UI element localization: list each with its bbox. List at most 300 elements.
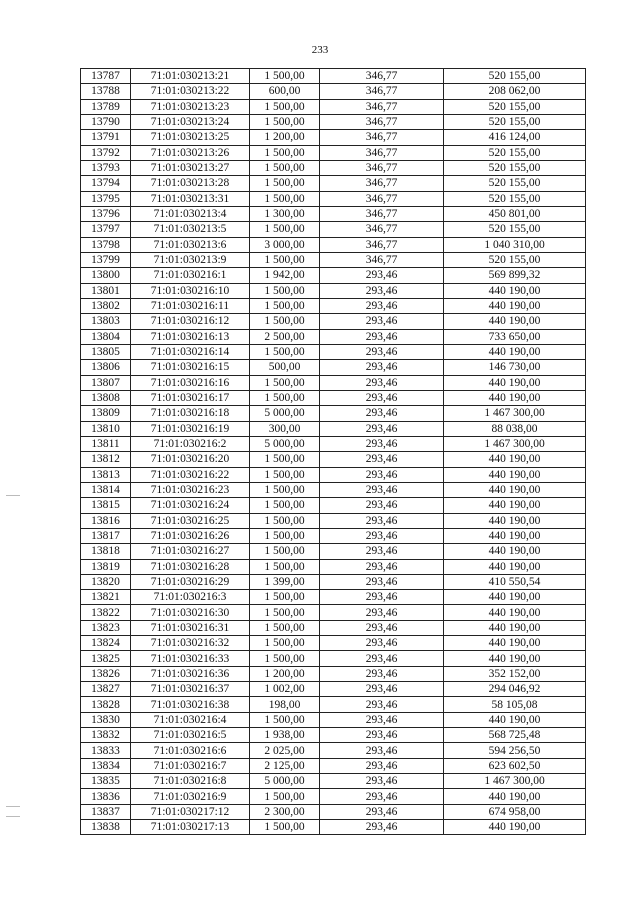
row-number-cell: 13826 xyxy=(81,666,131,681)
area-cell: 1 500,00 xyxy=(250,344,320,359)
table-row xyxy=(81,636,586,651)
table-row xyxy=(81,743,586,758)
table-row xyxy=(81,130,586,145)
rate-cell: 346,77 xyxy=(320,252,444,267)
rate-cell: 293,46 xyxy=(320,344,444,359)
row-number-cell: 13787 xyxy=(81,69,131,84)
cadastral-number-cell: 71:01:030216:32 xyxy=(131,636,250,651)
row-number-cell: 13791 xyxy=(81,130,131,145)
value-cell: 440 190,00 xyxy=(444,314,586,329)
value-cell: 440 190,00 xyxy=(444,636,586,651)
table-row xyxy=(81,344,586,359)
value-cell: 440 190,00 xyxy=(444,789,586,804)
cadastral-number-cell: 71:01:030213:31 xyxy=(131,191,250,206)
cadastral-number-cell: 71:01:030216:6 xyxy=(131,743,250,758)
value-cell: 440 190,00 xyxy=(444,452,586,467)
cadastral-number-cell: 71:01:030216:36 xyxy=(131,666,250,681)
rate-cell: 293,46 xyxy=(320,544,444,559)
rate-cell: 293,46 xyxy=(320,774,444,789)
row-number-cell: 13801 xyxy=(81,283,131,298)
cadastral-number-cell: 71:01:030216:29 xyxy=(131,574,250,589)
rate-cell: 293,46 xyxy=(320,329,444,344)
value-cell: 440 190,00 xyxy=(444,544,586,559)
cadastral-number-cell: 71:01:030216:10 xyxy=(131,283,250,298)
value-cell: 520 155,00 xyxy=(444,69,586,84)
rate-cell: 293,46 xyxy=(320,666,444,681)
cadastral-number-cell: 71:01:030216:23 xyxy=(131,482,250,497)
rate-cell: 293,46 xyxy=(320,559,444,574)
rate-cell: 293,46 xyxy=(320,498,444,513)
value-cell: 594 256,50 xyxy=(444,743,586,758)
table-row xyxy=(81,666,586,681)
area-cell: 1 002,00 xyxy=(250,682,320,697)
table-row xyxy=(81,605,586,620)
row-number-cell: 13800 xyxy=(81,268,131,283)
rate-cell: 293,46 xyxy=(320,712,444,727)
table-row xyxy=(81,789,586,804)
area-cell: 5 000,00 xyxy=(250,406,320,421)
area-cell: 1 500,00 xyxy=(250,314,320,329)
value-cell: 520 155,00 xyxy=(444,252,586,267)
rate-cell: 293,46 xyxy=(320,298,444,313)
table-row xyxy=(81,620,586,635)
cadastral-number-cell: 71:01:030216:33 xyxy=(131,651,250,666)
value-cell: 1 467 300,00 xyxy=(444,774,586,789)
value-cell: 440 190,00 xyxy=(444,590,586,605)
row-number-cell: 13825 xyxy=(81,651,131,666)
rate-cell: 293,46 xyxy=(320,697,444,712)
table-row xyxy=(81,697,586,712)
row-number-cell: 13809 xyxy=(81,406,131,421)
cadastral-number-cell: 71:01:030213:28 xyxy=(131,176,250,191)
table-row xyxy=(81,774,586,789)
rate-cell: 293,46 xyxy=(320,283,444,298)
value-cell: 440 190,00 xyxy=(444,375,586,390)
table-row xyxy=(81,682,586,697)
rate-cell: 346,77 xyxy=(320,222,444,237)
cadastral-number-cell: 71:01:030216:25 xyxy=(131,513,250,528)
area-cell: 1 200,00 xyxy=(250,130,320,145)
table-row xyxy=(81,176,586,191)
rate-cell: 346,77 xyxy=(320,130,444,145)
row-number-cell: 13828 xyxy=(81,697,131,712)
row-number-cell: 13810 xyxy=(81,421,131,436)
value-cell: 440 190,00 xyxy=(444,283,586,298)
row-number-cell: 13805 xyxy=(81,344,131,359)
cadastral-number-cell: 71:01:030216:31 xyxy=(131,620,250,635)
table-row xyxy=(81,651,586,666)
cadastral-number-cell: 71:01:030216:19 xyxy=(131,421,250,436)
rate-cell: 293,46 xyxy=(320,421,444,436)
value-cell: 440 190,00 xyxy=(444,528,586,543)
area-cell: 2 025,00 xyxy=(250,743,320,758)
row-number-cell: 13836 xyxy=(81,789,131,804)
area-cell: 1 942,00 xyxy=(250,268,320,283)
value-cell: 440 190,00 xyxy=(444,605,586,620)
cadastral-number-cell: 71:01:030213:5 xyxy=(131,222,250,237)
table-row xyxy=(81,452,586,467)
area-cell: 2 125,00 xyxy=(250,758,320,773)
value-cell: 623 602,50 xyxy=(444,758,586,773)
area-cell: 1 500,00 xyxy=(250,636,320,651)
row-number-cell: 13819 xyxy=(81,559,131,574)
row-number-cell: 13812 xyxy=(81,452,131,467)
value-cell: 1 040 310,00 xyxy=(444,237,586,252)
rate-cell: 293,46 xyxy=(320,605,444,620)
value-cell: 674 958,00 xyxy=(444,804,586,819)
table-row xyxy=(81,820,586,835)
rate-cell: 293,46 xyxy=(320,436,444,451)
area-cell: 1 500,00 xyxy=(250,712,320,727)
scan-edge-mark xyxy=(6,495,20,496)
value-cell: 440 190,00 xyxy=(444,651,586,666)
area-cell: 1 500,00 xyxy=(250,252,320,267)
rate-cell: 293,46 xyxy=(320,268,444,283)
rate-cell: 293,46 xyxy=(320,375,444,390)
rate-cell: 293,46 xyxy=(320,636,444,651)
value-cell: 440 190,00 xyxy=(444,620,586,635)
table-row xyxy=(81,436,586,451)
row-number-cell: 13827 xyxy=(81,682,131,697)
row-number-cell: 13811 xyxy=(81,436,131,451)
area-cell: 1 500,00 xyxy=(250,176,320,191)
table-row xyxy=(81,513,586,528)
rate-cell: 293,46 xyxy=(320,390,444,405)
area-cell: 1 500,00 xyxy=(250,789,320,804)
value-cell: 208 062,00 xyxy=(444,84,586,99)
rate-cell: 293,46 xyxy=(320,528,444,543)
row-number-cell: 13834 xyxy=(81,758,131,773)
row-number-cell: 13807 xyxy=(81,375,131,390)
area-cell: 1 500,00 xyxy=(250,69,320,84)
table-row xyxy=(81,99,586,114)
area-cell: 1 500,00 xyxy=(250,191,320,206)
table-row xyxy=(81,758,586,773)
cadastral-number-cell: 71:01:030213:9 xyxy=(131,252,250,267)
value-cell: 410 550,54 xyxy=(444,574,586,589)
value-cell: 416 124,00 xyxy=(444,130,586,145)
value-cell: 733 650,00 xyxy=(444,329,586,344)
area-cell: 1 500,00 xyxy=(250,544,320,559)
value-cell: 520 155,00 xyxy=(444,191,586,206)
cadastral-number-cell: 71:01:030216:27 xyxy=(131,544,250,559)
row-number-cell: 13788 xyxy=(81,84,131,99)
rate-cell: 293,46 xyxy=(320,513,444,528)
table-row xyxy=(81,390,586,405)
rate-cell: 293,46 xyxy=(320,574,444,589)
area-cell: 1 500,00 xyxy=(250,605,320,620)
area-cell: 3 000,00 xyxy=(250,237,320,252)
cadastral-number-cell: 71:01:030216:13 xyxy=(131,329,250,344)
rate-cell: 346,77 xyxy=(320,114,444,129)
value-cell: 440 190,00 xyxy=(444,712,586,727)
area-cell: 1 500,00 xyxy=(250,482,320,497)
table-row xyxy=(81,498,586,513)
row-number-cell: 13817 xyxy=(81,528,131,543)
area-cell: 1 500,00 xyxy=(250,528,320,543)
area-cell: 600,00 xyxy=(250,84,320,99)
rate-cell: 293,46 xyxy=(320,743,444,758)
row-number-cell: 13789 xyxy=(81,99,131,114)
value-cell: 294 046,92 xyxy=(444,682,586,697)
rate-cell: 293,46 xyxy=(320,804,444,819)
row-number-cell: 13830 xyxy=(81,712,131,727)
table-row xyxy=(81,421,586,436)
row-number-cell: 13820 xyxy=(81,574,131,589)
rate-cell: 293,46 xyxy=(320,452,444,467)
table-row xyxy=(81,298,586,313)
row-number-cell: 13793 xyxy=(81,160,131,175)
cadastral-number-cell: 71:01:030216:5 xyxy=(131,728,250,743)
row-number-cell: 13835 xyxy=(81,774,131,789)
area-cell: 1 500,00 xyxy=(250,283,320,298)
area-cell: 1 500,00 xyxy=(250,99,320,114)
table-row xyxy=(81,314,586,329)
value-cell: 440 190,00 xyxy=(444,559,586,574)
row-number-cell: 13822 xyxy=(81,605,131,620)
cadastral-number-cell: 71:01:030213:26 xyxy=(131,145,250,160)
table-row xyxy=(81,528,586,543)
value-cell: 520 155,00 xyxy=(444,114,586,129)
row-number-cell: 13814 xyxy=(81,482,131,497)
value-cell: 88 038,00 xyxy=(444,421,586,436)
row-number-cell: 13790 xyxy=(81,114,131,129)
area-cell: 1 500,00 xyxy=(250,114,320,129)
rate-cell: 346,77 xyxy=(320,160,444,175)
rate-cell: 346,77 xyxy=(320,237,444,252)
value-cell: 520 155,00 xyxy=(444,222,586,237)
value-cell: 440 190,00 xyxy=(444,344,586,359)
cadastral-number-cell: 71:01:030216:16 xyxy=(131,375,250,390)
area-cell: 1 200,00 xyxy=(250,666,320,681)
area-cell: 1 500,00 xyxy=(250,298,320,313)
area-cell: 1 938,00 xyxy=(250,728,320,743)
table-row xyxy=(81,268,586,283)
area-cell: 1 500,00 xyxy=(250,390,320,405)
table-row xyxy=(81,114,586,129)
page-number: 233 xyxy=(311,44,329,56)
value-cell: 440 190,00 xyxy=(444,298,586,313)
cadastral-number-cell: 71:01:030216:7 xyxy=(131,758,250,773)
row-number-cell: 13821 xyxy=(81,590,131,605)
value-cell: 440 190,00 xyxy=(444,467,586,482)
cadastral-number-cell: 71:01:030216:9 xyxy=(131,789,250,804)
table-row xyxy=(81,728,586,743)
row-number-cell: 13815 xyxy=(81,498,131,513)
rate-cell: 346,77 xyxy=(320,176,444,191)
row-number-cell: 13799 xyxy=(81,252,131,267)
row-number-cell: 13798 xyxy=(81,237,131,252)
area-cell: 1 500,00 xyxy=(250,498,320,513)
row-number-cell: 13806 xyxy=(81,360,131,375)
cadastral-number-cell: 71:01:030213:21 xyxy=(131,69,250,84)
row-number-cell: 13795 xyxy=(81,191,131,206)
table-row xyxy=(81,375,586,390)
value-cell: 440 190,00 xyxy=(444,498,586,513)
rate-cell: 346,77 xyxy=(320,99,444,114)
cadastral-number-cell: 71:01:030216:20 xyxy=(131,452,250,467)
value-cell: 450 801,00 xyxy=(444,206,586,221)
cadastral-number-cell: 71:01:030216:3 xyxy=(131,590,250,605)
area-cell: 1 500,00 xyxy=(250,559,320,574)
parcel-table xyxy=(80,68,586,835)
cadastral-number-cell: 71:01:030217:13 xyxy=(131,820,250,835)
value-cell: 440 190,00 xyxy=(444,820,586,835)
cadastral-number-cell: 71:01:030213:22 xyxy=(131,84,250,99)
table-row xyxy=(81,206,586,221)
scan-edge-mark xyxy=(6,816,20,817)
row-number-cell: 13808 xyxy=(81,390,131,405)
area-cell: 198,00 xyxy=(250,697,320,712)
rate-cell: 293,46 xyxy=(320,482,444,497)
area-cell: 1 399,00 xyxy=(250,574,320,589)
rate-cell: 293,46 xyxy=(320,728,444,743)
area-cell: 5 000,00 xyxy=(250,436,320,451)
value-cell: 58 105,08 xyxy=(444,697,586,712)
cadastral-number-cell: 71:01:030217:12 xyxy=(131,804,250,819)
area-cell: 1 500,00 xyxy=(250,160,320,175)
rate-cell: 293,46 xyxy=(320,682,444,697)
rate-cell: 346,77 xyxy=(320,145,444,160)
table-row xyxy=(81,804,586,819)
rate-cell: 293,46 xyxy=(320,758,444,773)
rate-cell: 293,46 xyxy=(320,651,444,666)
cadastral-number-cell: 71:01:030213:25 xyxy=(131,130,250,145)
cadastral-number-cell: 71:01:030216:30 xyxy=(131,605,250,620)
area-cell: 1 500,00 xyxy=(250,590,320,605)
rate-cell: 346,77 xyxy=(320,69,444,84)
table-row xyxy=(81,145,586,160)
cadastral-number-cell: 71:01:030216:4 xyxy=(131,712,250,727)
area-cell: 1 500,00 xyxy=(250,513,320,528)
table-row xyxy=(81,712,586,727)
area-cell: 1 500,00 xyxy=(250,467,320,482)
table-row xyxy=(81,559,586,574)
row-number-cell: 13833 xyxy=(81,743,131,758)
area-cell: 1 500,00 xyxy=(250,452,320,467)
value-cell: 568 725,48 xyxy=(444,728,586,743)
cadastral-number-cell: 71:01:030216:2 xyxy=(131,436,250,451)
area-cell: 1 500,00 xyxy=(250,820,320,835)
table-row xyxy=(81,160,586,175)
value-cell: 146 730,00 xyxy=(444,360,586,375)
cadastral-number-cell: 71:01:030216:12 xyxy=(131,314,250,329)
row-number-cell: 13797 xyxy=(81,222,131,237)
table-row xyxy=(81,467,586,482)
rate-cell: 346,77 xyxy=(320,191,444,206)
rate-cell: 346,77 xyxy=(320,206,444,221)
row-number-cell: 13838 xyxy=(81,820,131,835)
table-row xyxy=(81,329,586,344)
area-cell: 5 000,00 xyxy=(250,774,320,789)
area-cell: 500,00 xyxy=(250,360,320,375)
row-number-cell: 13816 xyxy=(81,513,131,528)
rate-cell: 346,77 xyxy=(320,84,444,99)
area-cell: 2 500,00 xyxy=(250,329,320,344)
cadastral-number-cell: 71:01:030216:1 xyxy=(131,268,250,283)
value-cell: 1 467 300,00 xyxy=(444,436,586,451)
rate-cell: 293,46 xyxy=(320,360,444,375)
value-cell: 520 155,00 xyxy=(444,99,586,114)
cadastral-number-cell: 71:01:030216:37 xyxy=(131,682,250,697)
table-row xyxy=(81,237,586,252)
area-cell: 1 500,00 xyxy=(250,375,320,390)
rate-cell: 293,46 xyxy=(320,789,444,804)
table-row xyxy=(81,544,586,559)
cadastral-number-cell: 71:01:030216:18 xyxy=(131,406,250,421)
row-number-cell: 13796 xyxy=(81,206,131,221)
table-row xyxy=(81,590,586,605)
table-row xyxy=(81,84,586,99)
table-row xyxy=(81,191,586,206)
table-row xyxy=(81,252,586,267)
row-number-cell: 13837 xyxy=(81,804,131,819)
table-row xyxy=(81,360,586,375)
row-number-cell: 13792 xyxy=(81,145,131,160)
area-cell: 1 500,00 xyxy=(250,222,320,237)
cadastral-number-cell: 71:01:030216:17 xyxy=(131,390,250,405)
row-number-cell: 13802 xyxy=(81,298,131,313)
parcel-table-body xyxy=(81,69,586,835)
row-number-cell: 13818 xyxy=(81,544,131,559)
rate-cell: 293,46 xyxy=(320,620,444,635)
row-number-cell: 13824 xyxy=(81,636,131,651)
area-cell: 1 500,00 xyxy=(250,651,320,666)
cadastral-number-cell: 71:01:030216:38 xyxy=(131,697,250,712)
value-cell: 520 155,00 xyxy=(444,160,586,175)
cadastral-number-cell: 71:01:030213:6 xyxy=(131,237,250,252)
cadastral-number-cell: 71:01:030216:22 xyxy=(131,467,250,482)
rate-cell: 293,46 xyxy=(320,820,444,835)
table-row xyxy=(81,222,586,237)
area-cell: 1 500,00 xyxy=(250,145,320,160)
table-row xyxy=(81,482,586,497)
value-cell: 520 155,00 xyxy=(444,176,586,191)
area-cell: 1 300,00 xyxy=(250,206,320,221)
rate-cell: 293,46 xyxy=(320,590,444,605)
cadastral-number-cell: 71:01:030216:26 xyxy=(131,528,250,543)
cadastral-number-cell: 71:01:030216:24 xyxy=(131,498,250,513)
table-row xyxy=(81,406,586,421)
rate-cell: 293,46 xyxy=(320,406,444,421)
row-number-cell: 13803 xyxy=(81,314,131,329)
row-number-cell: 13832 xyxy=(81,728,131,743)
table-row xyxy=(81,574,586,589)
value-cell: 440 190,00 xyxy=(444,482,586,497)
rate-cell: 293,46 xyxy=(320,314,444,329)
scan-edge-mark xyxy=(6,806,20,807)
row-number-cell: 13794 xyxy=(81,176,131,191)
value-cell: 1 467 300,00 xyxy=(444,406,586,421)
cadastral-number-cell: 71:01:030213:24 xyxy=(131,114,250,129)
cadastral-number-cell: 71:01:030216:8 xyxy=(131,774,250,789)
area-cell: 2 300,00 xyxy=(250,804,320,819)
cadastral-number-cell: 71:01:030216:15 xyxy=(131,360,250,375)
value-cell: 440 190,00 xyxy=(444,390,586,405)
area-cell: 1 500,00 xyxy=(250,620,320,635)
cadastral-number-cell: 71:01:030216:14 xyxy=(131,344,250,359)
cadastral-number-cell: 71:01:030213:4 xyxy=(131,206,250,221)
row-number-cell: 13823 xyxy=(81,620,131,635)
cadastral-number-cell: 71:01:030216:28 xyxy=(131,559,250,574)
value-cell: 520 155,00 xyxy=(444,145,586,160)
rate-cell: 293,46 xyxy=(320,467,444,482)
cadastral-number-cell: 71:01:030213:27 xyxy=(131,160,250,175)
value-cell: 569 899,32 xyxy=(444,268,586,283)
cadastral-number-cell: 71:01:030213:23 xyxy=(131,99,250,114)
value-cell: 352 152,00 xyxy=(444,666,586,681)
area-cell: 300,00 xyxy=(250,421,320,436)
